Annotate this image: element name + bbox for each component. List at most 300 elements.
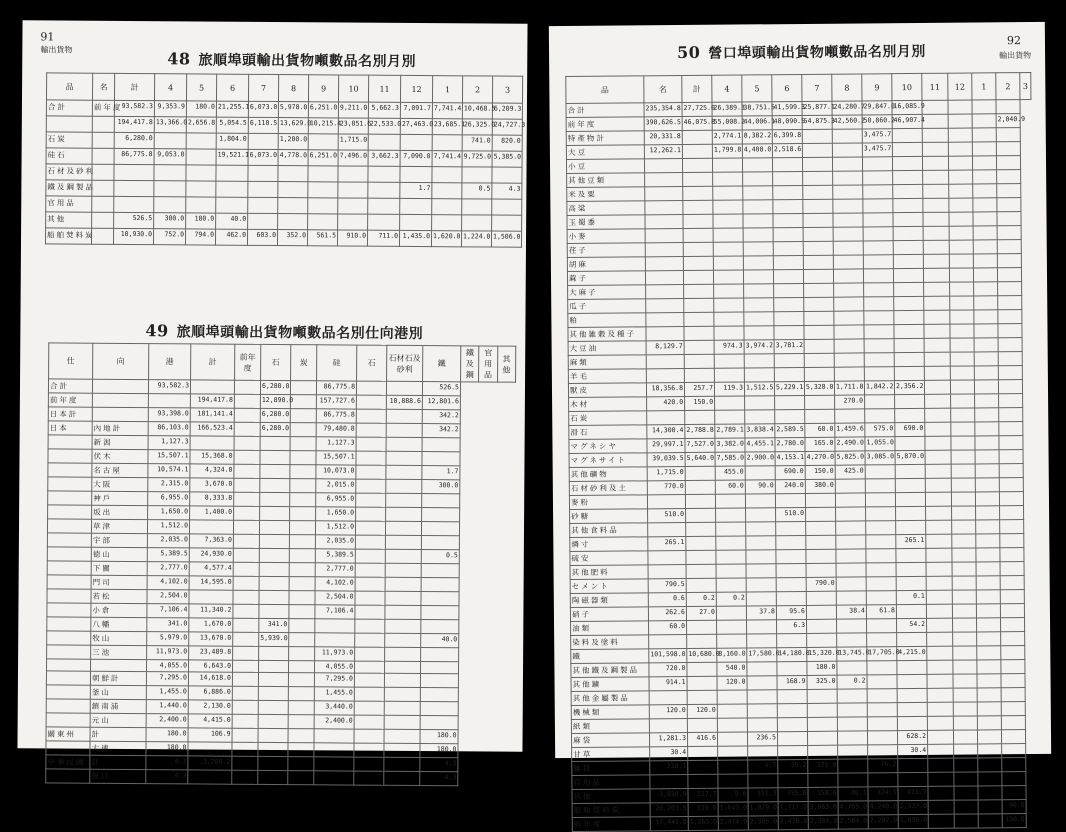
data-cell <box>776 577 806 591</box>
column-header: 11 <box>922 73 948 100</box>
row-label <box>48 477 92 491</box>
data-cell <box>954 744 978 758</box>
data-cell <box>714 354 744 368</box>
row-label: 麥粉 <box>569 495 647 510</box>
data-cell <box>972 142 996 156</box>
data-cell: 4,270.0 <box>805 451 835 465</box>
data-cell <box>232 660 258 672</box>
data-cell: 42,560.2 <box>832 115 862 129</box>
data-cell <box>354 673 384 687</box>
data-cell <box>355 591 385 605</box>
data-cell: 12,801.6 <box>422 396 460 410</box>
data-cell <box>386 493 422 507</box>
data-cell <box>806 549 836 563</box>
data-cell <box>975 408 999 422</box>
data-cell <box>895 394 925 408</box>
data-cell <box>420 662 458 675</box>
row-label <box>92 393 148 407</box>
row-label: 硅石 <box>46 148 92 164</box>
data-cell: 1,281.3 <box>649 732 687 746</box>
data-cell: 6,251.0 <box>308 102 338 118</box>
data-cell: 1,127.3 <box>148 436 190 450</box>
data-cell <box>685 494 715 508</box>
data-cell <box>314 771 354 785</box>
data-cell: 455.0 <box>715 466 745 480</box>
data-cell <box>400 198 432 214</box>
data-cell: 325.0 <box>807 675 837 689</box>
data-cell <box>290 451 316 465</box>
data-cell: 526.5 <box>114 212 154 228</box>
data-cell: 29,997.1 <box>647 439 685 453</box>
data-cell: 4,408.0 <box>742 144 772 158</box>
data-cell <box>289 535 315 549</box>
data-cell <box>950 352 974 366</box>
data-cell <box>248 213 278 229</box>
data-cell <box>290 507 316 521</box>
data-cell <box>645 201 683 215</box>
data-cell <box>778 773 808 787</box>
data-cell <box>687 662 717 676</box>
column-header: 名 <box>644 76 682 103</box>
data-cell <box>893 226 923 240</box>
data-cell <box>974 282 998 296</box>
data-cell: 2,474.0 <box>718 816 748 830</box>
row-label: 麻類 <box>568 355 646 370</box>
data-cell: 26,389.3 <box>712 102 742 116</box>
data-cell: 2,035.0 <box>315 535 355 549</box>
data-cell <box>977 660 1001 674</box>
data-cell <box>355 605 385 619</box>
data-cell <box>384 772 420 786</box>
column-header: 1 <box>972 73 996 100</box>
data-cell: 120.0 <box>649 704 687 718</box>
data-cell: 9,725.0 <box>462 151 492 167</box>
data-cell <box>867 731 897 745</box>
data-cell <box>462 167 492 183</box>
data-cell <box>234 422 260 436</box>
table-row <box>572 813 1037 831</box>
data-cell: 180.0 <box>420 730 458 744</box>
data-cell: 21,255.1 <box>216 101 248 117</box>
data-cell <box>400 214 432 230</box>
data-cell: 24,930.0 <box>189 548 233 562</box>
column-header: 計 <box>682 75 712 102</box>
data-cell <box>233 604 259 618</box>
data-cell <box>386 465 422 479</box>
column-header: 3 <box>492 76 522 103</box>
data-cell <box>862 157 892 171</box>
data-cell <box>258 729 288 743</box>
data-cell <box>976 506 1000 520</box>
data-cell <box>777 703 807 717</box>
data-cell <box>803 185 833 199</box>
data-cell: 38,751.5 <box>742 102 772 116</box>
data-cell: 2,777.0 <box>147 562 189 576</box>
data-cell: 270.0 <box>835 395 865 409</box>
row-label <box>47 645 91 659</box>
data-cell: 6,280.0 <box>114 132 154 148</box>
data-cell <box>804 311 834 325</box>
data-cell <box>977 674 1001 688</box>
data-cell <box>684 354 714 368</box>
row-label: 蔴子 <box>567 271 645 286</box>
data-cell: 14,180.0 <box>777 647 807 661</box>
data-cell: 20,203.6 <box>650 802 688 816</box>
data-cell: 19,521.1 <box>216 149 248 165</box>
data-cell <box>687 634 717 648</box>
data-cell <box>833 171 863 185</box>
data-cell <box>950 324 974 338</box>
data-cell <box>715 396 745 410</box>
data-cell: 2,504.0 <box>147 590 189 604</box>
data-cell: 6,886.0 <box>188 686 232 700</box>
data-cell: 5,229.1 <box>774 381 804 395</box>
column-header: 3 <box>1020 72 1031 99</box>
data-cell: 44,006.1 <box>742 116 772 130</box>
data-cell <box>895 492 925 506</box>
data-cell: 2,656.8 <box>186 117 216 133</box>
data-cell <box>744 326 774 340</box>
data-cell <box>865 465 895 479</box>
row-label: 小豆 <box>566 159 644 174</box>
data-cell <box>688 760 718 774</box>
data-cell <box>1002 758 1026 772</box>
data-cell <box>421 564 459 578</box>
data-cell <box>290 423 316 437</box>
data-cell <box>954 800 978 814</box>
data-cell <box>314 757 354 771</box>
data-cell <box>356 395 386 409</box>
row-label: 石炭 <box>46 132 92 148</box>
data-cell <box>835 479 865 493</box>
data-cell <box>923 268 949 282</box>
data-cell <box>645 271 683 285</box>
data-cell: 4.7 <box>748 760 778 774</box>
row-label: 前年度 <box>572 817 650 832</box>
data-cell <box>278 214 308 230</box>
data-cell: 8,382.2 <box>742 130 772 144</box>
data-cell <box>893 254 923 268</box>
data-cell <box>384 730 420 744</box>
data-cell <box>259 562 289 576</box>
row-label: 船舶焚料炭 <box>45 228 91 244</box>
data-cell <box>647 411 685 425</box>
data-cell <box>951 450 975 464</box>
data-cell: 5,979.0 <box>147 632 189 646</box>
data-cell: 5,939.0 <box>259 632 289 646</box>
data-cell <box>894 296 924 310</box>
data-cell: 25,877.1 <box>802 101 832 115</box>
row-label: 大豆油 <box>568 341 646 356</box>
data-cell <box>747 704 777 718</box>
data-cell <box>186 181 216 197</box>
data-cell: 910.0 <box>337 230 367 246</box>
data-cell <box>864 311 894 325</box>
data-cell <box>776 535 806 549</box>
data-cell: 6,073.0 <box>248 149 278 165</box>
column-header: 5 <box>186 74 216 101</box>
data-cell <box>897 632 927 646</box>
data-cell <box>924 352 950 366</box>
data-cell <box>747 662 777 676</box>
data-cell <box>355 619 385 633</box>
row-label: 其他豆類 <box>567 173 645 188</box>
data-cell <box>926 590 952 604</box>
data-cell <box>949 170 973 184</box>
row-label: 官用品 <box>572 775 650 790</box>
data-cell <box>923 254 949 268</box>
data-cell: 1,715.0 <box>338 134 368 150</box>
data-cell: 2,400.0 <box>314 715 354 729</box>
data-cell: 6,955.0 <box>316 493 356 507</box>
column-header: 前年度 <box>235 344 261 380</box>
data-cell <box>922 128 948 142</box>
data-cell <box>645 215 683 229</box>
data-cell: 9,053.0 <box>154 149 186 165</box>
table-title-text: 旅順埠頭輸出貨物噸數品名別月別 <box>198 52 417 70</box>
data-cell <box>776 549 806 563</box>
data-cell <box>976 548 1000 562</box>
row-label <box>48 435 92 449</box>
data-cell: 4,055.0 <box>314 661 354 674</box>
row-label: 釜山 <box>90 686 146 700</box>
data-cell <box>805 395 835 409</box>
data-cell <box>718 774 748 788</box>
data-cell: 180.0 <box>186 213 216 229</box>
data-cell: 5,054.5 <box>216 117 248 133</box>
data-cell <box>973 198 997 212</box>
data-cell <box>385 549 421 563</box>
data-cell <box>894 338 924 352</box>
data-cell: 0.6 <box>648 593 686 607</box>
table-48 <box>45 72 526 247</box>
row-label: 元山 <box>90 714 146 728</box>
data-cell <box>682 158 712 172</box>
data-cell <box>421 620 459 634</box>
data-cell <box>713 256 743 270</box>
row-label <box>46 685 90 699</box>
data-cell <box>356 493 386 507</box>
data-cell <box>864 283 894 297</box>
row-label <box>48 505 92 519</box>
data-cell <box>806 591 836 605</box>
data-cell <box>895 478 925 492</box>
data-cell: 6,280.0 <box>260 408 290 422</box>
row-label <box>47 659 91 672</box>
data-cell <box>997 212 1021 226</box>
data-cell: 90.0 <box>745 480 775 494</box>
data-cell: 1,512.0 <box>147 520 189 534</box>
column-header: 石 <box>261 344 291 380</box>
data-cell <box>837 661 867 675</box>
row-label <box>47 617 91 631</box>
data-cell <box>258 771 288 785</box>
data-cell <box>354 729 384 743</box>
data-cell <box>683 172 713 186</box>
data-cell: 4,102.0 <box>147 576 189 590</box>
data-cell <box>832 157 862 171</box>
data-cell <box>746 536 776 550</box>
data-cell: 150.0 <box>805 465 835 479</box>
data-cell <box>745 466 775 480</box>
data-cell <box>807 619 837 633</box>
data-cell <box>747 718 777 732</box>
data-cell: 7,585.0 <box>715 452 745 466</box>
data-cell: 3,200.2 <box>188 756 232 770</box>
data-cell <box>355 535 385 549</box>
row-label: 燐寸 <box>570 537 648 552</box>
data-cell <box>837 689 867 703</box>
data-cell <box>952 590 976 604</box>
data-cell: 23,685.1 <box>432 119 462 135</box>
row-label: 羊毛 <box>568 369 646 384</box>
row-label <box>92 379 148 393</box>
column-header: 10 <box>892 73 922 100</box>
data-cell <box>996 156 1020 170</box>
data-cell <box>948 142 972 156</box>
table-50-title <box>677 41 926 63</box>
data-cell <box>863 213 893 227</box>
data-cell <box>742 158 772 172</box>
data-cell: 4,455.1 <box>745 438 775 452</box>
data-cell <box>978 814 1002 828</box>
data-cell <box>234 478 260 492</box>
data-cell <box>683 228 713 242</box>
data-cell <box>835 493 865 507</box>
data-cell <box>806 605 836 619</box>
data-cell <box>926 562 952 576</box>
data-cell: 3,670.0 <box>190 478 234 492</box>
data-cell <box>926 576 952 590</box>
data-cell <box>774 325 804 339</box>
data-cell <box>154 165 186 181</box>
data-cell: 48,090.5 <box>772 115 802 129</box>
data-cell <box>949 254 973 268</box>
data-cell <box>354 715 384 729</box>
data-cell <box>258 687 288 701</box>
data-cell <box>803 227 833 241</box>
data-cell <box>746 508 776 522</box>
data-cell: 1,440.0 <box>146 700 188 714</box>
data-cell <box>976 520 1000 534</box>
data-cell <box>922 100 948 114</box>
data-cell <box>926 604 952 618</box>
data-cell: 7,295.0 <box>314 673 354 687</box>
data-cell <box>777 633 807 647</box>
data-cell <box>998 380 1022 394</box>
data-cell <box>385 633 421 647</box>
row-label: 機械類 <box>571 705 649 720</box>
row-label: 前年度 <box>566 117 644 132</box>
row-label: マグネサイト <box>569 453 647 468</box>
data-cell: 1,717.0 <box>778 801 808 815</box>
data-cell <box>748 746 778 760</box>
row-label: 其他金屬製品 <box>571 691 649 706</box>
row-label: 胡麻 <box>567 257 645 272</box>
data-cell <box>648 551 686 565</box>
data-cell: 90.0 <box>1002 800 1026 814</box>
data-cell: 1,200.0 <box>278 134 308 150</box>
data-cell <box>924 310 950 324</box>
data-cell: 50,860.2 <box>862 115 892 129</box>
row-label <box>47 603 91 617</box>
table-49 <box>45 342 516 787</box>
table-50 <box>565 72 1038 832</box>
data-cell <box>774 367 804 381</box>
data-cell <box>863 185 893 199</box>
data-cell: 26,325.0 <box>462 119 492 135</box>
data-cell <box>773 241 803 255</box>
data-cell <box>925 478 951 492</box>
data-cell: 561.5 <box>307 230 337 246</box>
data-cell <box>952 604 976 618</box>
data-cell: 14,618.0 <box>188 672 232 686</box>
data-cell <box>714 312 744 326</box>
data-cell <box>259 548 289 562</box>
row-label: 宇部 <box>91 533 147 547</box>
data-cell: 1,799.8 <box>712 144 742 158</box>
data-cell: 4.3 <box>492 183 522 199</box>
data-cell <box>832 143 862 157</box>
data-cell: 7,106.4 <box>315 605 355 619</box>
data-cell: 4,577.4 <box>189 562 233 576</box>
data-cell <box>400 166 432 182</box>
data-cell <box>974 310 998 324</box>
data-cell <box>948 128 972 142</box>
column-header: 5 <box>742 75 772 102</box>
data-cell: 2,789.1 <box>715 424 745 438</box>
data-cell <box>922 142 948 156</box>
data-cell <box>977 632 1001 646</box>
row-label: マグネシヤ <box>569 439 647 454</box>
data-cell <box>234 450 260 464</box>
data-cell <box>952 562 976 576</box>
data-cell <box>833 185 863 199</box>
data-cell <box>288 771 314 785</box>
data-cell <box>190 380 234 394</box>
data-cell <box>384 744 420 758</box>
data-cell: 7,363.0 <box>189 534 233 548</box>
data-cell <box>954 814 978 828</box>
data-cell <box>975 478 999 492</box>
data-cell <box>421 536 459 550</box>
data-cell <box>894 366 924 380</box>
data-cell <box>743 200 773 214</box>
data-cell <box>713 214 743 228</box>
data-cell: 119.3 <box>714 382 744 396</box>
data-cell <box>948 114 972 128</box>
data-cell <box>996 128 1020 142</box>
data-cell: 2,130.0 <box>188 700 232 714</box>
row-label: 油類 <box>571 621 649 636</box>
data-cell <box>744 368 774 382</box>
data-cell <box>898 758 928 772</box>
data-cell <box>977 716 1001 730</box>
data-cell <box>186 149 216 165</box>
data-cell: 10,680.0 <box>687 648 717 662</box>
data-cell <box>234 464 260 478</box>
data-cell: 3,475.7 <box>862 143 892 157</box>
data-cell <box>803 255 833 269</box>
column-header: 其他 <box>497 346 516 382</box>
data-cell <box>432 215 462 231</box>
column-header: 9 <box>862 74 892 101</box>
data-cell <box>432 167 462 183</box>
data-cell <box>950 310 974 324</box>
data-cell <box>926 520 952 534</box>
data-cell <box>258 757 288 771</box>
data-cell <box>802 129 832 143</box>
